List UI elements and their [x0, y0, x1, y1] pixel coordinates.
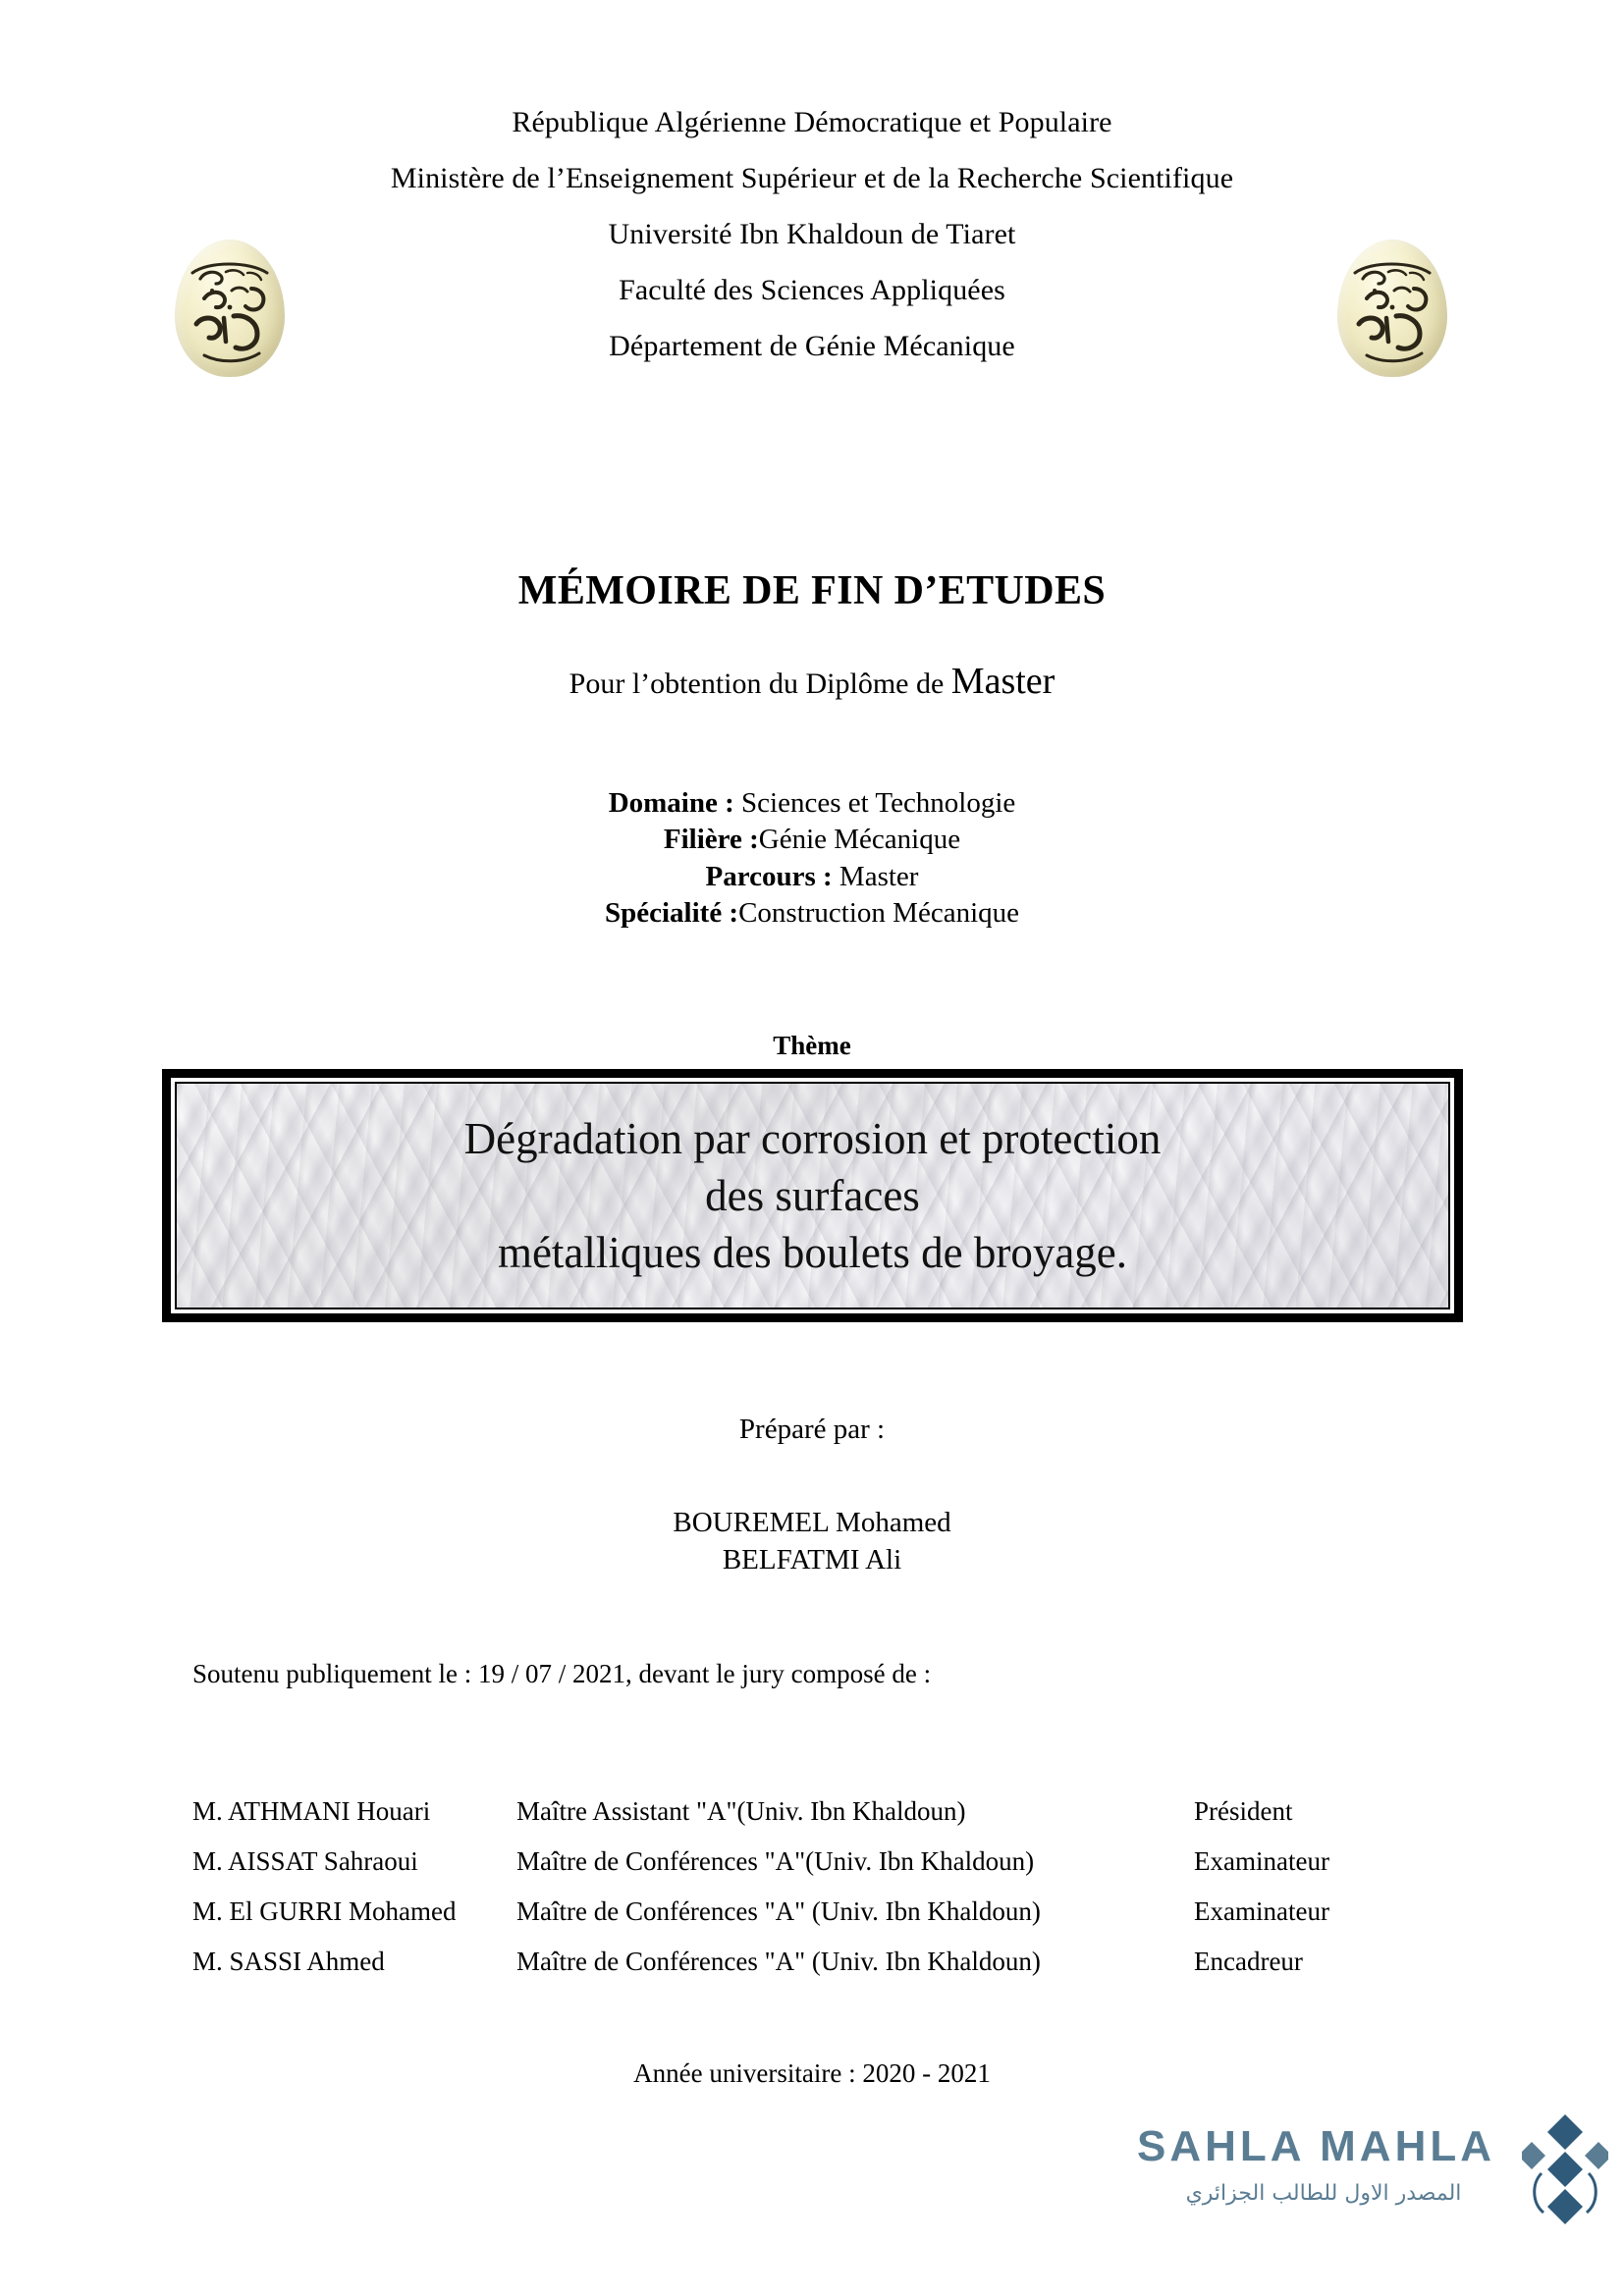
- degree-line: [0, 660, 1624, 703]
- defense-statement: Soutenu publiquement le : 19 / 07 / 2021, devant le jury composé de :: [192, 1659, 932, 1688]
- jury-member-rank: Maître de Conférences "A"(Univ. Ibn Khaldoun): [516, 1846, 1035, 1876]
- academic-year: Année universitaire : 2020 - 2021: [633, 2058, 991, 2088]
- theme-box: [162, 1069, 1463, 1322]
- watermark-subtitle-arabic: المصدر الاول للطالب الجزائري: [1185, 2181, 1462, 2206]
- table-row: [192, 1837, 1439, 1887]
- author-name: BOUREMEL Mohamed: [673, 1507, 951, 1538]
- thesis-title-line-1: Dégradation par corrosion et protection: [463, 1113, 1162, 1163]
- theme-caption: Thème: [773, 1031, 851, 1060]
- program-row-specialite: [0, 895, 1624, 932]
- jury-member-rank: Maître de Conférences "A" (Univ. Ibn Khaldoun): [516, 1947, 1041, 1976]
- jury-table: [192, 1787, 1439, 1987]
- jury-member-name: M. AISSAT Sahraoui: [192, 1846, 418, 1876]
- watermark-brand-text: SAHLA MAHLA: [1137, 2122, 1495, 2170]
- program-row-filiere: [0, 822, 1624, 858]
- program-label-filiere: Filière :: [663, 824, 759, 856]
- sahla-mahla-watermark: [1127, 2109, 1612, 2238]
- jury-member-name: M. SASSI Ahmed: [192, 1947, 385, 1976]
- jury-member-name: M. El GURRI Mohamed: [192, 1896, 457, 1926]
- program-label-parcours: Parcours :: [705, 860, 839, 892]
- program-row-parcours: [0, 859, 1624, 895]
- header-line-republic: République Algérienne Démocratique et Populaire: [512, 106, 1112, 138]
- thesis-title-line-2: des surfaces: [705, 1170, 920, 1220]
- header-line-faculty: Faculté des Sciences Appliquées: [619, 274, 1005, 306]
- header-line-ministry: Ministère de l’Enseignement Supérieur et de la Recherche Scientifique: [390, 162, 1234, 194]
- header-line-department: Département de Génie Mécanique: [609, 330, 1015, 362]
- program-value-filiere: Génie Mécanique: [758, 824, 961, 856]
- jury-member-rank: Maître Assistant "A"(Univ. Ibn Khaldoun): [516, 1796, 966, 1826]
- author-list: [0, 1504, 1624, 1579]
- program-details: [0, 785, 1624, 933]
- page-title: MÉMOIRE DE FIN D’ETUDES: [517, 568, 1107, 614]
- sahla-mahla-logo-icon: [1522, 2112, 1608, 2228]
- thesis-title: [447, 1110, 1179, 1281]
- jury-member-role: Encadreur: [1194, 1947, 1303, 1976]
- prepared-by-label: Préparé par :: [738, 1414, 886, 1445]
- jury-member-role: Président: [1194, 1796, 1293, 1826]
- thesis-title-line-3: métalliques des boulets de broyage.: [497, 1228, 1128, 1278]
- table-row: [192, 1787, 1439, 1837]
- degree-level: Master: [950, 661, 1056, 702]
- program-label-specialite: Spécialité :: [604, 897, 739, 930]
- header-line-university: Université Ibn Khaldoun de Tiaret: [608, 218, 1016, 250]
- program-value-parcours: Master: [839, 860, 919, 892]
- jury-member-role: Examinateur: [1194, 1846, 1329, 1876]
- table-row: [192, 1887, 1439, 1937]
- program-value-specialite: Construction Mécanique: [738, 897, 1020, 930]
- table-row: [192, 1937, 1439, 1987]
- program-label-domaine: Domaine :: [608, 787, 742, 819]
- program-row-domaine: [0, 785, 1624, 822]
- jury-member-rank: Maître de Conférences "A" (Univ. Ibn Khaldoun): [516, 1896, 1041, 1926]
- author-name: BELFATMI Ali: [722, 1544, 902, 1576]
- degree-prefix: Pour l’obtention du Diplôme de: [568, 667, 951, 700]
- jury-member-name: M. ATHMANI Houari: [192, 1796, 431, 1826]
- jury-member-role: Examinateur: [1194, 1896, 1329, 1926]
- program-value-domaine: Sciences et Technologie: [741, 787, 1016, 819]
- theme-box-inner: [175, 1082, 1450, 1309]
